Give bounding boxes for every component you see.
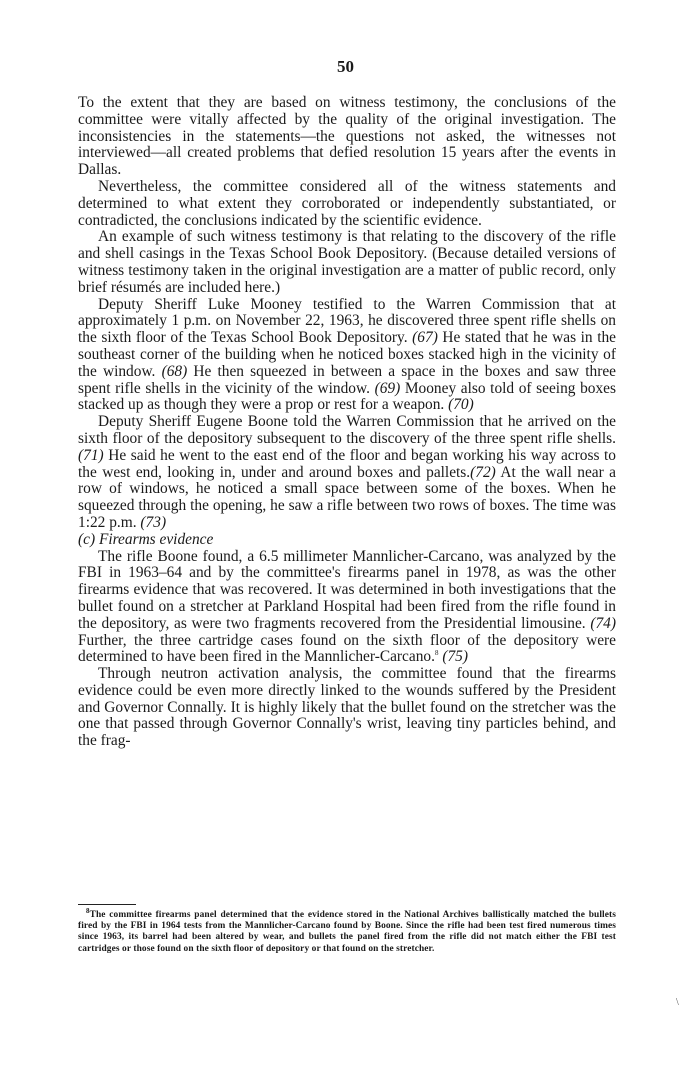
paragraph-4: [78, 297, 616, 415]
page-number: 50: [337, 57, 354, 76]
footnote-marker: 8: [434, 649, 439, 658]
paragraph-1: [78, 95, 616, 179]
subheading-title: Firearms evidence: [98, 530, 214, 548]
reference-73: (73): [140, 513, 167, 531]
paragraph-4-text: Deputy Sheriff Luke Mooney testified to the Warren Commission that at approximately 1 p.m. on November 22, 1963, he discovered three spent rifle shells on the sixth floor of the Texas School Book Depository.: [78, 295, 616, 347]
paragraph-6-text: The rifle Boone found, a 6.5 millimeter Mannlicher-Carcano, was analyzed by the FBI in 1963–64 and by the committee's firearms panel in 1978, as was the other firearms evidence that was recovered. It was determined in both investigations that the bullet found on a stretcher at Parkland Hospital had been fired from the rifle found in the depository, as were two fragments recovered from the Presidential limousine.: [78, 547, 616, 632]
paragraph-6-text: Further, the three cartridge cases found on the sixth floor of the depository were determined to have been fired in the Mannlicher-Carcano.: [78, 631, 616, 666]
paragraph-4-text: He stated that he was in the southeast corner of the building when he noticed boxes stacked high in the vicinity of the window.: [78, 329, 616, 380]
footnote-text: The committee firearms panel determined that the evidence stored in the National Archives ballistically matched the bullets fired by the FBI in 1964 tests from the Mannlicher-Carcano found by Boone. Since the rifle had been test fired numerous times since 1963, its barrel had been altered by wear, and bullets the panel fired from the rifle did not match either the FBI test cartridges or those found on the sixth floor of depository or that found on the stretcher.: [78, 910, 616, 954]
paragraph-7: [78, 666, 616, 750]
page-edge-mark: \: [676, 997, 679, 1008]
reference-67: (67): [412, 329, 438, 347]
paragraph-5-text: Deputy Sheriff Eugene Boone told the Warren Commission that he arrived on the sixth floor of the depository subsequent to the discovery of the three spent rifle shells.: [78, 413, 616, 447]
footnote-divider: [78, 904, 136, 905]
reference-69: (69): [374, 379, 401, 397]
paragraph-5-text: At the wall near a row of windows, he noticed a small space between some of the boxes. When he squeezed through the opening, he saw a rifle between two rows of boxes. The time was 1:22 p.m.: [78, 463, 616, 531]
paragraph-1-text: To the extent that they are based on witness testimony, the conclusions of the committee were vitally affected by the quality of the original investigation. The inconsistencies in the statements—the questions not asked, the witnesses not interviewed—all created problems that defied resolution 15 years after the events in Dallas.: [78, 94, 616, 179]
reference-71: (71): [78, 446, 104, 464]
reference-75: (75): [442, 648, 468, 666]
reference-70: (70): [448, 396, 474, 414]
section-subheading: [78, 532, 616, 549]
paragraph-4-text: Mooney also told of seeing boxes stacked up as though they were a prop or rest for a weapon.: [78, 379, 616, 414]
paragraph-7-text: Through neutron activation analysis, the committee found that the firearms evidence could be even more directly linked to the wounds suffered by the President and Governor Connally. It is highly likely that the bullet found on the stretcher was the one that passed through Governor Connally's wrist, leaving tiny particles behind, and the frag-: [78, 665, 616, 750]
reference-74: (74): [590, 614, 616, 632]
paragraph-5-text: He said he went to the east end of the floor and began working his way across to the west end, looking in, under and around boxes and pallets.: [78, 446, 616, 481]
footnote: [78, 906, 616, 955]
paragraph-5: [78, 414, 616, 532]
reference-68: (68): [161, 362, 188, 380]
reference-72: (72): [470, 463, 496, 481]
subheading-label: (c): [78, 530, 96, 548]
paragraph-3-text: An example of such witness testimony is that relating to the discovery of the rifle and shell casings in the Texas School Book Depository. (Because detailed versions of witness testimony taken in the original investigation are a matter of public record, only brief résumés are included here.): [78, 228, 616, 296]
paragraph-2-text: Nevertheless, the committee considered all of the witness statements and determined to what extent they corroborated or independently substantiated, or contradicted, the conclusions indicated by the scientific evidence.: [78, 177, 616, 229]
paragraph-6: [78, 549, 616, 667]
footnote-paragraph: [78, 906, 616, 955]
footnote-number: 8: [86, 906, 90, 915]
paragraph-2: [78, 179, 616, 229]
paragraph-3: [78, 229, 616, 296]
body-text: [78, 95, 616, 750]
paragraph-4-text: He then squeezed in between a space in the boxes and saw three spent rifle shells in the vicinity of the window.: [78, 362, 616, 397]
